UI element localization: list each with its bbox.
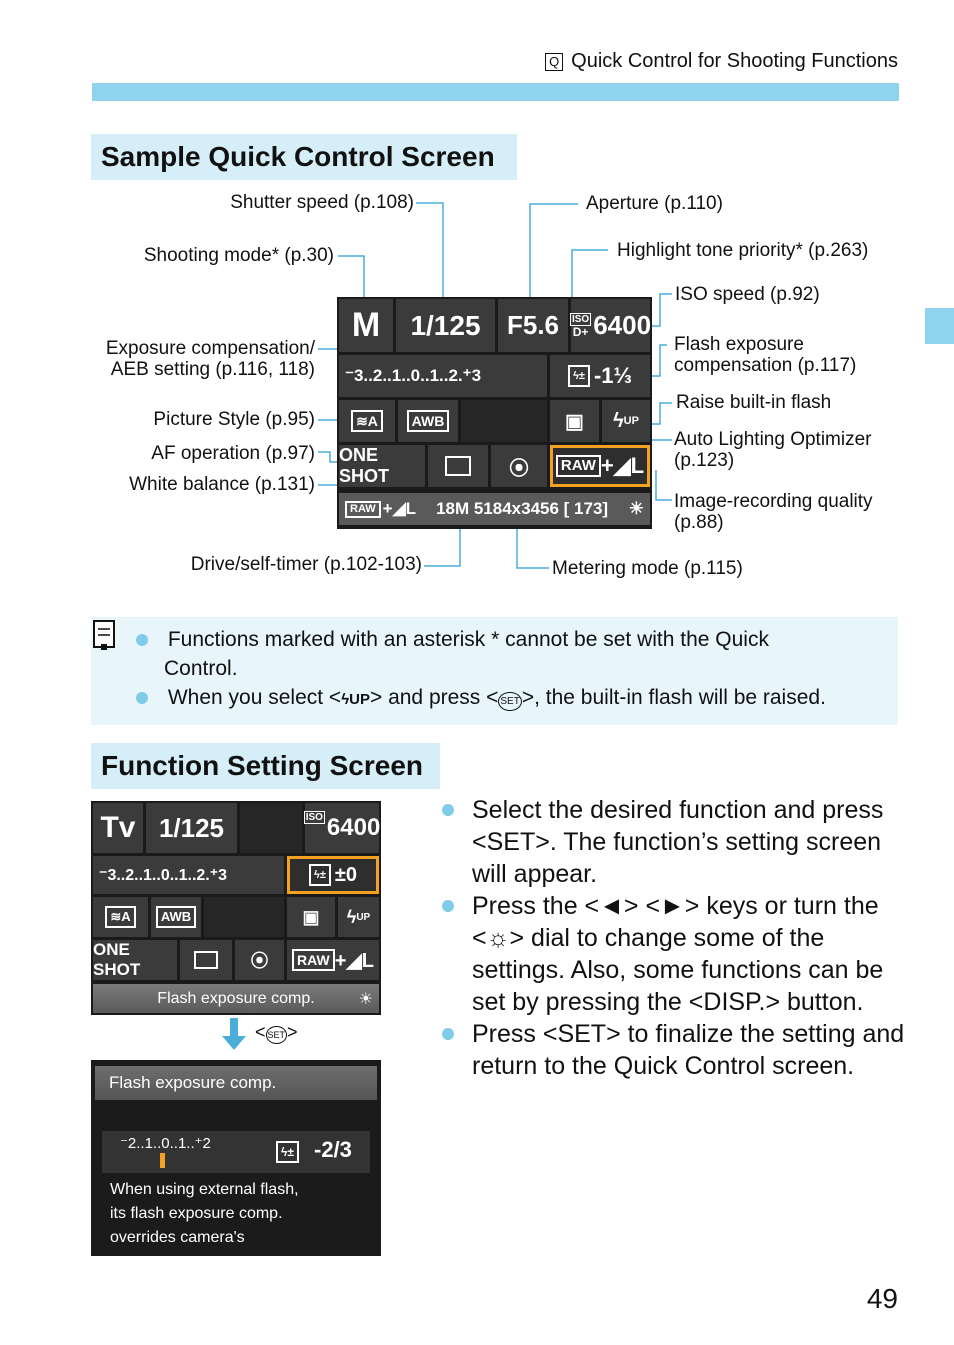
white-balance-cell[interactable] <box>398 400 458 442</box>
callout-flash-comp-l1: Flash exposure <box>674 334 804 355</box>
flash-comp-scale: ⁻2..1..0..1..⁺2 <box>120 1135 211 1152</box>
alo-icon: ▣ <box>302 906 320 927</box>
note-text-1: Functions marked with an asterisk * cannot be set with the Quick <box>167 628 769 651</box>
instruction-2-line-3: settings. Also, some functions can be <box>472 956 884 984</box>
evaluative-metering-icon: ⦿ <box>509 457 529 480</box>
memo-icon <box>93 620 115 650</box>
aperture-cell[interactable]: F5.6 <box>498 299 568 352</box>
af-operation-cell[interactable]: ONE SHOT <box>93 940 177 980</box>
flash-comp-value: ±0 <box>334 863 357 886</box>
aperture-cell[interactable] <box>240 803 302 853</box>
iso-value: 6400 <box>326 814 381 841</box>
callout-aperture: Aperture (p.110) <box>586 193 723 214</box>
shooting-mode-cell[interactable]: M <box>339 299 393 352</box>
callout-white-balance: White balance (p.131) <box>129 474 315 495</box>
flash-up-icon: ϟUP <box>341 691 370 708</box>
note-text-1b: Control. <box>164 657 238 680</box>
instruction-3-line-2: return to the Quick Control screen. <box>472 1052 855 1080</box>
flash-comp-cell[interactable] <box>550 355 650 397</box>
arrow-set-indicator <box>220 1018 320 1052</box>
instruction-2-line-4: set by pressing the <DISP.> button. <box>472 988 864 1016</box>
setting-message <box>110 1178 299 1250</box>
empty-cell <box>461 400 547 442</box>
section-heading-function <box>91 743 440 789</box>
set-button-icon: SET <box>266 1026 288 1044</box>
highlight-tone-icon: D+ <box>572 324 589 339</box>
metering-cell[interactable] <box>491 445 547 487</box>
iso-badge-icon: ISO <box>571 313 590 325</box>
note-text-2-pre: When you select < <box>167 686 342 709</box>
bullet-icon <box>136 692 148 704</box>
function-setting-screen <box>91 801 381 1015</box>
metering-cell[interactable] <box>235 940 284 980</box>
message-line-1: When using external flash, <box>110 1181 299 1198</box>
callout-shutter: Shutter speed (p.108) <box>230 192 414 213</box>
flash-comp-icon: ϟ± <box>568 365 590 387</box>
message-line-2: its flash exposure comp. <box>110 1205 283 1222</box>
picture-style-icon: ≋A <box>105 906 135 928</box>
open-bracket: < <box>255 1022 266 1042</box>
bullet-icon <box>442 900 454 912</box>
instruction-1-line-3: will appear. <box>472 860 598 888</box>
iso-badge-icon: ISO <box>305 812 323 823</box>
instruction-1-line-2: <SET>. The function’s setting screen <box>472 828 882 856</box>
callout-quality <box>674 491 873 533</box>
callout-quality-l2: (p.88) <box>674 512 724 533</box>
callout-raise-flash: Raise built-in flash <box>676 392 832 413</box>
callout-alo-l1: Auto Lighting Optimizer <box>674 429 872 450</box>
instruction-1-line-1: Select the desired function and press <box>472 796 884 824</box>
instruction-item-1 <box>440 794 910 890</box>
header-bar <box>92 83 899 101</box>
close-bracket: > <box>287 1022 298 1042</box>
callout-highlight: Highlight tone priority* (p.263) <box>617 240 869 261</box>
flash-comp-cell[interactable] <box>287 856 379 894</box>
callout-shooting-mode: Shooting mode* (p.30) <box>143 245 334 266</box>
picture-style-value: A <box>121 909 131 924</box>
q-button-icon: Q <box>545 53 563 71</box>
callout-picture-style: Picture Style (p.95) <box>153 409 315 430</box>
single-shot-icon <box>194 951 218 969</box>
quick-control-screen <box>337 297 652 529</box>
instruction-2-line-2: <☼> dial to change some of the <box>472 924 825 952</box>
instruction-list <box>440 794 910 1082</box>
flash-up-label: UP <box>623 415 639 427</box>
down-arrow-icon <box>220 1018 248 1050</box>
raw-icon: RAW <box>292 949 335 971</box>
bullet-icon <box>136 634 148 646</box>
callout-quality-l1: Image-recording quality <box>674 491 873 512</box>
image-quality-cell[interactable] <box>550 445 650 487</box>
callout-exposure-comp <box>106 338 315 380</box>
quality-suffix: +◢L <box>600 453 645 478</box>
evaluative-metering-icon: ⦿ <box>250 951 269 971</box>
main-dial-icon: ☀ <box>628 499 644 518</box>
status-raw-icon: RAW <box>345 501 381 518</box>
iso-value: 6400 <box>593 310 652 340</box>
alo-cell[interactable] <box>550 400 599 442</box>
callout-alo <box>674 429 872 471</box>
instruction-item-3 <box>440 1018 910 1082</box>
raw-icon: RAW <box>556 455 601 477</box>
flash-comp-icon: ϟ± <box>309 864 331 886</box>
picture-style-cell[interactable] <box>93 897 148 937</box>
alo-icon: ▣ <box>565 410 584 433</box>
status-text: Flash exposure comp. <box>157 989 315 1007</box>
chapter-tab <box>925 308 954 344</box>
alo-cell[interactable] <box>287 897 335 937</box>
flash-comp-setting-screen <box>91 1060 381 1256</box>
shooting-mode-cell[interactable]: Tv <box>93 803 143 853</box>
note-text-2-post: >, the built-in flash will be raised. <box>521 686 826 709</box>
flash-comp-adjuster[interactable] <box>102 1131 370 1173</box>
section-heading-sample <box>91 134 517 180</box>
flash-comp-value: -2/3 <box>314 1137 352 1162</box>
status-size: 18M 5184x3456 [ 173] <box>436 499 609 518</box>
image-quality-cell[interactable] <box>287 940 379 980</box>
note-text-2-mid: > and press < <box>369 686 499 709</box>
status-bar <box>339 493 650 525</box>
awb-icon: AWB <box>156 906 196 928</box>
bullet-icon <box>442 804 454 816</box>
callout-iso: ISO speed (p.92) <box>675 284 820 305</box>
picture-style-icon: ≋A <box>351 410 383 432</box>
instruction-2-line-1: Press the <◄> <►> keys or turn the <box>472 892 879 920</box>
running-header <box>545 50 898 73</box>
flash-comp-icon: ϟ± <box>276 1141 299 1163</box>
iso-cell[interactable] <box>571 299 650 352</box>
note-box <box>91 617 898 725</box>
note-item-1 <box>136 625 769 654</box>
section-heading-text: Function Setting Screen <box>101 750 424 781</box>
awb-icon: AWB <box>407 410 450 432</box>
callout-alo-l2: (p.123) <box>674 450 735 471</box>
picture-style-cell[interactable] <box>339 400 395 442</box>
main-dial-icon: ☀ <box>358 990 373 1008</box>
drive-cell[interactable] <box>428 445 488 487</box>
flash-up-icon: ϟ <box>346 906 357 927</box>
drive-cell[interactable] <box>180 940 232 980</box>
callout-af-operation: AF operation (p.97) <box>151 443 315 464</box>
scale-indicator <box>160 1153 165 1168</box>
shutter-speed-cell[interactable]: 1/125 <box>396 299 495 352</box>
header-title: Quick Control for Shooting Functions <box>571 50 898 72</box>
callout-flash-comp-l2: compensation (p.117) <box>674 355 857 376</box>
set-button-icon: SET <box>498 692 521 711</box>
empty-cell <box>204 897 284 937</box>
af-operation-cell[interactable]: ONE SHOT <box>339 445 425 487</box>
callout-exposure-comp-l1: Exposure compensation/ <box>105 338 315 359</box>
single-shot-icon <box>445 456 471 476</box>
instruction-item-2 <box>440 890 910 1018</box>
status-bar <box>93 984 379 1013</box>
shutter-speed-cell[interactable]: 1/125 <box>146 803 237 853</box>
quality-suffix: +◢L <box>334 949 374 972</box>
callout-metering: Metering mode (p.115) <box>552 558 743 579</box>
flash-comp-value: -1⅓ <box>593 363 632 388</box>
instruction-3-line-1: Press <SET> to finalize the setting and <box>472 1020 905 1048</box>
section-heading-text: Sample Quick Control Screen <box>101 141 495 172</box>
picture-style-value: A <box>367 413 378 429</box>
bullet-icon <box>442 1028 454 1040</box>
raise-flash-cell[interactable] <box>602 400 650 442</box>
callout-flash-comp <box>674 334 856 376</box>
white-balance-cell[interactable] <box>151 897 201 937</box>
exposure-scale-cell[interactable]: ⁻3..2..1..0..1..2.⁺3 <box>93 856 284 894</box>
flash-up-icon: ϟ <box>613 409 624 432</box>
raise-flash-cell[interactable] <box>338 897 379 937</box>
flash-up-label: UP <box>356 911 371 923</box>
message-line-3: overrides camera's <box>110 1229 245 1246</box>
status-quality: +◢L <box>382 499 417 518</box>
page-number: 49 <box>866 1283 898 1314</box>
setting-title-bar: Flash exposure comp. <box>95 1066 377 1100</box>
callout-exposure-comp-l2: AEB setting (p.116, 118) <box>110 359 315 380</box>
note-item-2 <box>136 683 826 716</box>
set-label <box>255 1022 298 1043</box>
iso-cell[interactable] <box>305 803 379 853</box>
callout-drive: Drive/self-timer (p.102-103) <box>190 554 422 575</box>
exposure-scale-cell[interactable]: ⁻3..2..1..0..1..2.⁺3 <box>339 355 547 397</box>
